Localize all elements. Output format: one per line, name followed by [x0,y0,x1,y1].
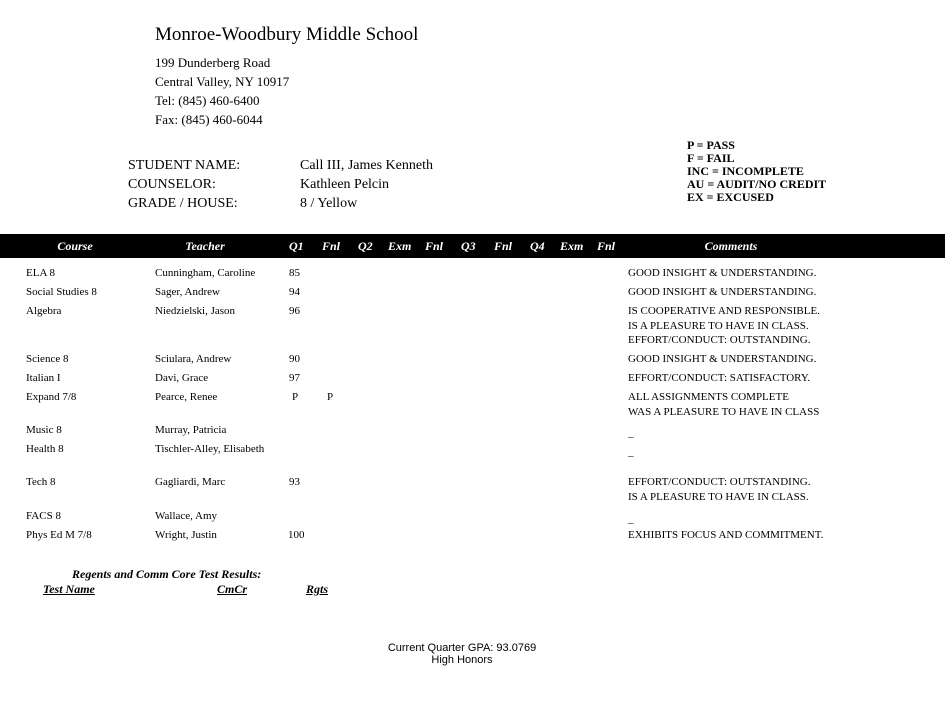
course-name: FACS 8 [26,510,61,522]
comment-line: ALL ASSIGNMENTS COMPLETE [628,391,789,403]
comment-line: WAS A PLEASURE TO HAVE IN CLASS [628,406,820,418]
teacher-name: Niedzielski, Jason [155,305,236,317]
q1-grade: 100 [288,529,305,541]
gpa-text: Current Quarter GPA: 93.0769 [387,642,537,654]
legend-incomplete: INC = INCOMPLETE [687,164,804,178]
comment-line: IS A PLEASURE TO HAVE IN CLASS. [628,491,809,503]
q1-grade: 90 [289,353,300,365]
comment-line: IS A PLEASURE TO HAVE IN CLASS. [628,320,809,332]
q1-grade: P [292,391,299,403]
legend-pass: P = PASS [687,138,735,152]
header-q4: Q4 [530,239,545,253]
school-phone: Tel: (845) 460-6400 [155,93,260,108]
course-name: Science 8 [26,353,69,365]
teacher-name: Murray, Patricia [155,424,227,436]
course-name: Social Studies 8 [26,286,97,298]
comment-line: EFFORT/CONDUCT: OUTSTANDING. [628,476,811,488]
teacher-name: Gagliardi, Marc [155,476,226,488]
comment-line: EXHIBITS FOCUS AND COMMITMENT. [628,529,824,541]
student-name-label: STUDENT NAME: [128,158,241,173]
counselor-name: Kathleen Pelcin [300,177,390,192]
teacher-name: Cunningham, Caroline [155,267,256,279]
legend-audit: AU = AUDIT/NO CREDIT [687,177,827,191]
comment-line: EFFORT/CONDUCT: SATISFACTORY. [628,372,811,384]
comment-line: _ [628,427,634,439]
regents-test-name-header: Test Name [43,582,95,596]
counselor-label: COUNSELOR: [128,177,216,192]
regents-cmcr-header: CmCr [217,582,248,596]
header-q1: Q1 [289,239,304,253]
fnl-grade: P [327,391,334,403]
course-name: Phys Ed M 7/8 [26,529,92,541]
teacher-name: Davi, Grace [155,372,209,384]
comment-line: IS COOPERATIVE AND RESPONSIBLE. [628,305,820,317]
header-comments: Comments [704,239,758,253]
header-exm-2: Exm [560,239,584,253]
teacher-name: Wallace, Amy [155,510,218,522]
teacher-name: Wright, Justin [155,529,217,541]
course-name: Algebra [26,305,62,317]
school-fax: Fax: (845) 460-6044 [155,112,263,127]
teacher-name: Pearce, Renee [155,391,218,403]
student-name: Call III, James Kenneth [300,158,433,173]
comment-line: _ [628,513,634,525]
grade-house-label: GRADE / HOUSE: [128,196,238,211]
q1-grade: 96 [289,305,300,317]
q1-grade: 97 [289,372,300,384]
table-header-bar [0,234,945,258]
regents-rgts-header: Rgts [306,582,329,596]
legend-excused: EX = EXCUSED [687,190,774,204]
honors-text: High Honors [431,654,493,666]
comment-line: GOOD INSIGHT & UNDERSTANDING. [628,353,817,365]
header-q2: Q2 [358,239,373,253]
q1-grade: 93 [289,476,300,488]
header-q3: Q3 [461,239,476,253]
school-name: Monroe-Woodbury Middle School [155,24,419,45]
school-address-street: 199 Dunderberg Road [155,55,271,70]
regents-title: Regents and Comm Core Test Results: [72,567,262,581]
teacher-name: Tischler-Alley, Elisabeth [155,443,265,455]
school-address-city: Central Valley, NY 10917 [155,74,290,89]
header-fnl-2: Fnl [425,239,444,253]
teacher-name: Sager, Andrew [155,286,220,298]
legend-fail: F = FAIL [687,151,735,165]
q1-grade: 85 [289,267,300,279]
header-fnl-4: Fnl [597,239,616,253]
header-course: Course [57,239,93,253]
comment-line: EFFORT/CONDUCT: OUTSTANDING. [628,334,811,346]
header-fnl-1: Fnl [322,239,341,253]
course-name: Music 8 [26,424,62,436]
course-name: ELA 8 [26,267,56,279]
comment-line: GOOD INSIGHT & UNDERSTANDING. [628,286,817,298]
teacher-name: Sciulara, Andrew [155,353,232,365]
header-fnl-3: Fnl [494,239,513,253]
header-teacher: Teacher [185,239,225,253]
course-name: Tech 8 [26,476,56,488]
header-exm-1: Exm [388,239,412,253]
q1-grade: 94 [289,286,300,298]
comment-line: GOOD INSIGHT & UNDERSTANDING. [628,267,817,279]
comment-line: _ [628,446,634,458]
course-name: Health 8 [26,443,64,455]
grade-house-value: 8 / Yellow [300,196,358,211]
course-name: Italian I [26,372,61,384]
course-name: Expand 7/8 [26,391,77,403]
